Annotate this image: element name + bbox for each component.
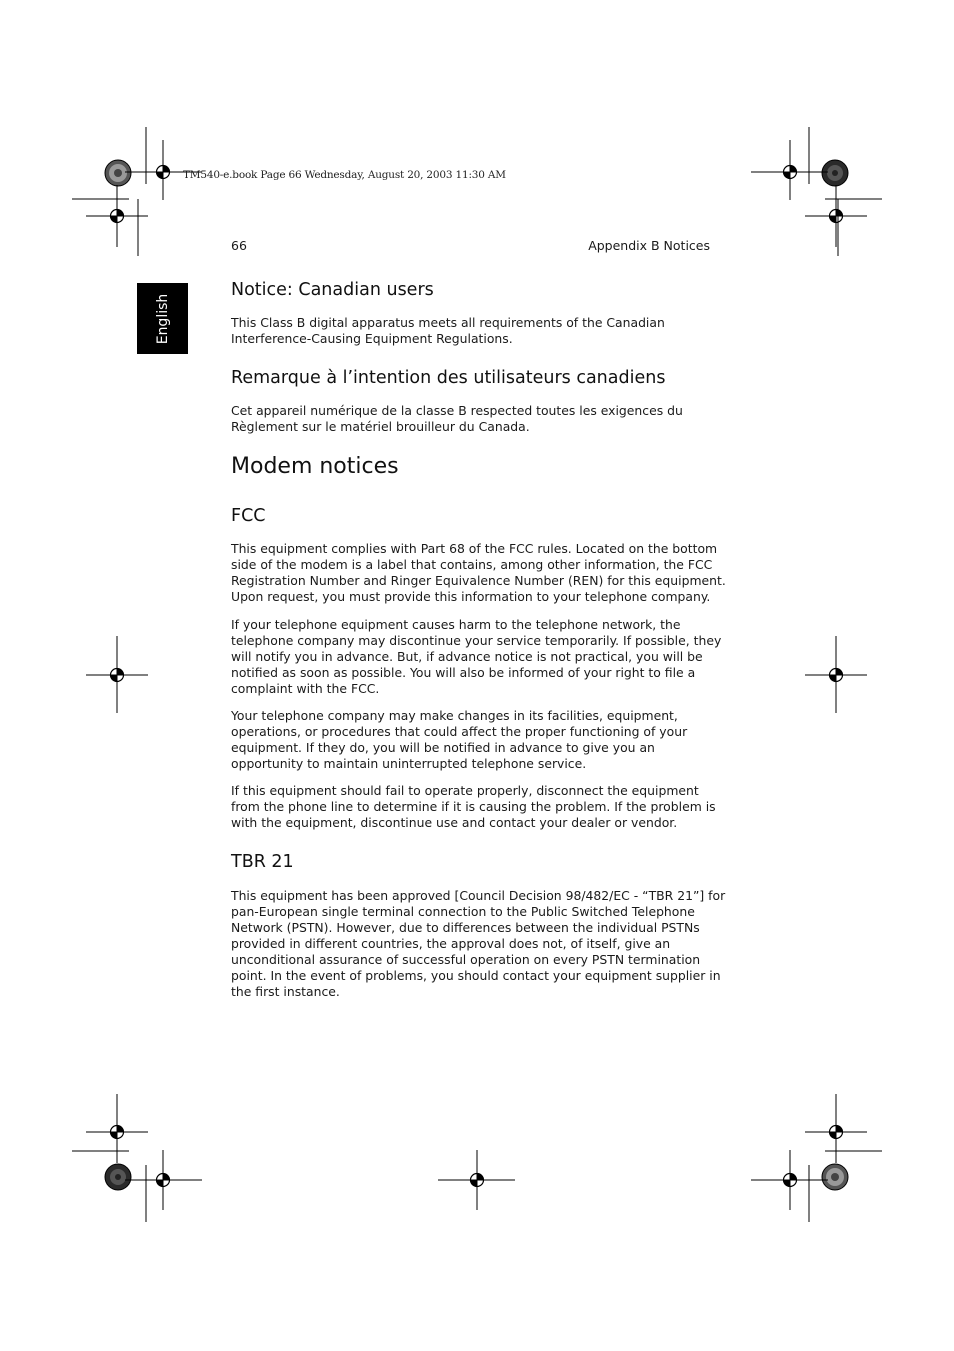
tbr21-paragraph <box>231 888 726 1000</box>
text-line: notified as soon as possible. You will also be informed of your right to file a <box>231 665 696 680</box>
text-line: Règlement sur le matériel brouilleur du Canada. <box>231 419 530 434</box>
text-line: pan-European single terminal connection to the Public Switched Telephone <box>231 904 695 919</box>
text-line: provided in different countries, the approval does not, of itself, give an <box>231 936 671 951</box>
text-line: from the phone line to determine if it is causing the problem. If the problem is <box>231 799 716 814</box>
text-line: operations, or procedures that could affect the proper functioning of your <box>231 724 688 739</box>
fcc-heading: FCC <box>231 506 266 526</box>
text-line: complaint with the FCC. <box>231 681 380 696</box>
page-number: 66 <box>231 238 247 253</box>
text-line: the first instance. <box>231 984 340 999</box>
running-header: Appendix B Notices <box>588 238 710 253</box>
canadian-paragraph <box>231 315 711 347</box>
text-line: telephone company may discontinue your service temporarily. If possible, they <box>231 633 722 648</box>
remarque-heading: Remarque à l’intention des utilisateurs canadiens <box>231 368 666 388</box>
modem-title: Modem notices <box>231 454 399 479</box>
text-line: equipment. If they do, you will be notified in advance to give you an <box>231 740 655 755</box>
text-line: Interference-Causing Equipment Regulations. <box>231 331 513 346</box>
text-line: This equipment has been approved [Council Decision 98/482/EC - “TBR 21”] for <box>231 888 726 903</box>
text-line: This Class B digital apparatus meets all requirements of the Canadian <box>231 315 665 330</box>
language-tab <box>137 283 188 354</box>
text-line: Upon request, you must provide this information to your telephone company. <box>231 589 711 604</box>
fcc-paragraph-4 <box>231 783 716 831</box>
text-line: opportunity to maintain uninterrupted telephone service. <box>231 756 587 771</box>
text-line: Your telephone company may make changes in its facilities, equipment, <box>231 708 678 723</box>
text-line: If this equipment should fail to operate properly, disconnect the equipment <box>231 783 699 798</box>
language-tab-label: English <box>154 293 171 344</box>
tbr21-heading: TBR 21 <box>231 852 294 872</box>
text-line: side of the modem is a label that contains, among other information, the FCC <box>231 557 713 572</box>
fcc-paragraph-2 <box>231 617 722 697</box>
fcc-paragraph-3 <box>231 708 711 772</box>
text-line: Network (PSTN). However, due to differences between the individual PSTNs <box>231 920 700 935</box>
canadian-heading: Notice: Canadian users <box>231 280 434 300</box>
fcc-paragraph-1 <box>231 541 726 605</box>
text-line: with the equipment, discontinue use and contact your dealer or vendor. <box>231 815 678 830</box>
remarque-paragraph <box>231 403 711 435</box>
text-line: This equipment complies with Part 68 of the FCC rules. Located on the bottom <box>231 541 718 556</box>
text-line: unconditional assurance of successful operation on every PSTN termination <box>231 952 701 967</box>
text-line: will notify you in advance. But, if advance notice is not practical, you will be <box>231 649 703 664</box>
text-line: Registration Number and Ringer Equivalence Number (REN) for this equipment. <box>231 573 726 588</box>
text-line: point. In the event of problems, you should contact your equipment supplier in <box>231 968 721 983</box>
text-line: If your telephone equipment causes harm to the telephone network, the <box>231 617 681 632</box>
text-line: Cet appareil numérique de la classe B respected toutes les exigences du <box>231 403 683 418</box>
print-slug-line: TM540-e.book Page 66 Wednesday, August 20, 2003 11:30 AM <box>183 169 506 181</box>
